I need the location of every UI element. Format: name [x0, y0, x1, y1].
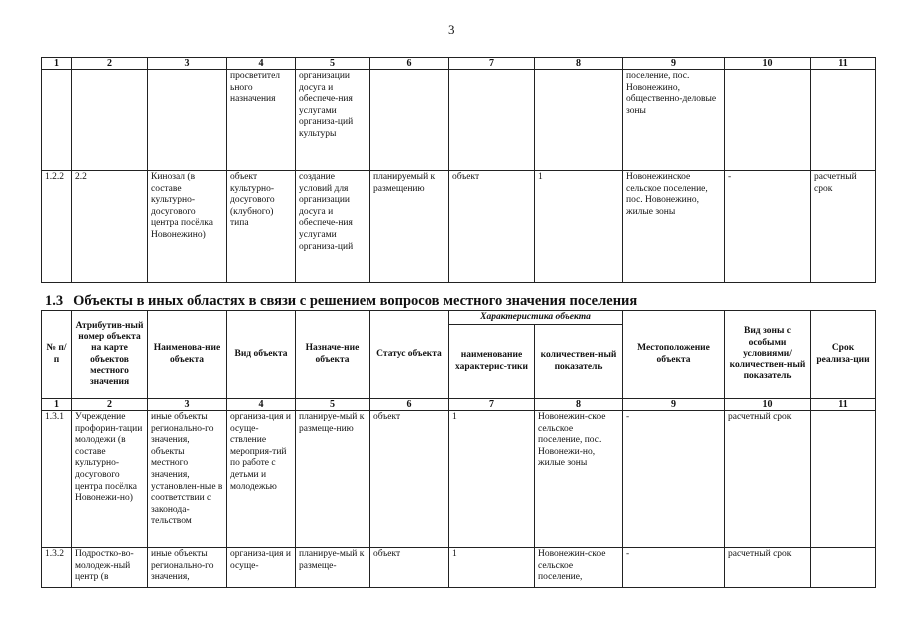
table-cell: планируе-мый к размеще- [296, 548, 370, 588]
table-cell: организации досуга и обеспече-ния услугами организа-ций культуры [296, 70, 370, 171]
column-number-row [42, 58, 876, 70]
table-cell: Учреждение профорин-тации молодежи (в составе культурно-досугового центра посёлка Новонежи-но) [72, 411, 148, 548]
table-cell: - [623, 548, 725, 588]
header-location: Местоположение объекта [623, 311, 725, 399]
header-characteristics-group: Характеристика объекта [449, 311, 623, 325]
col-num: 6 [370, 399, 449, 411]
table-row [42, 411, 876, 548]
table-cell: объект культурно-досугового (клубного) типа [227, 171, 296, 283]
table-cell [725, 70, 811, 171]
table-cell: иные объекты регионально-го значения, [148, 548, 227, 588]
table-cell: организа-ция и осуще- [227, 548, 296, 588]
table-cell: Новонежинское сельское поселение, пос. Новонежино, жилые зоны [623, 171, 725, 283]
table-cell [370, 70, 449, 171]
table-cell: расчетный срок [725, 411, 811, 548]
header-object-name: Наименова-ние объекта [148, 311, 227, 399]
header-char-quantity: количествен-ный показатель [535, 325, 623, 399]
table-cell: Кинозал (в составе культурно-досугового центра посёлка Новонежино) [148, 171, 227, 283]
table-cell [811, 548, 876, 588]
col-num: 10 [725, 399, 811, 411]
table-cell [148, 70, 227, 171]
table-row [42, 548, 876, 588]
table-row [42, 171, 876, 283]
table-cell [811, 70, 876, 171]
table-cell: - [623, 411, 725, 548]
col-num: 9 [623, 399, 725, 411]
other-objects-table [41, 310, 876, 588]
col-num: 2 [72, 58, 148, 70]
col-num: 4 [227, 399, 296, 411]
table-row [42, 70, 876, 171]
table-cell: 1.3.1 [42, 411, 72, 548]
table-cell [72, 70, 148, 171]
col-num: 2 [72, 399, 148, 411]
page-number: 3 [448, 22, 455, 37]
table-cell: иные объекты регионально-го значения, объекты местного значения, установлен-ные в соответствии с законода-тельством [148, 411, 227, 548]
table-cell: 1.3.2 [42, 548, 72, 588]
header-purpose: Назначе-ние объекта [296, 311, 370, 399]
col-num: 7 [449, 399, 535, 411]
table-cell: объект [370, 411, 449, 548]
col-num: 8 [535, 399, 623, 411]
table-cell: расчетный срок [725, 548, 811, 588]
table-cell: 1 [449, 548, 535, 588]
table-cell: поселение, пос. Новонежино, общественно-деловые зоны [623, 70, 725, 171]
objects-table-continued [41, 57, 876, 283]
col-num: 5 [296, 399, 370, 411]
table-cell [449, 70, 535, 171]
section-number: 1.3 [45, 293, 64, 309]
table-cell: Новонежин-ское сельское поселение, пос. Новонежи-но, жилые зоны [535, 411, 623, 548]
section-title: Объекты в иных областях в связи с решением вопросов местного значения поселения [73, 293, 638, 309]
section-heading [45, 293, 637, 309]
table-cell: планируе-мый к размеще-нию [296, 411, 370, 548]
header-zone-type: Вид зоны с особыми условиями/ количествен-ный показатель [725, 311, 811, 399]
col-num: 7 [449, 58, 535, 70]
col-num: 3 [148, 399, 227, 411]
table-cell: 1 [449, 411, 535, 548]
col-num: 11 [811, 58, 876, 70]
header-char-name: наименование характерис-тики [449, 325, 535, 399]
table-cell: просветител ьного назначения [227, 70, 296, 171]
table-cell: организа-ция и осуще-ствление мероприя-тий по работе с детьми и молодежью [227, 411, 296, 548]
table-cell: расчетный срок [811, 171, 876, 283]
col-num: 3 [148, 58, 227, 70]
table-cell: 1.2.2 [42, 171, 72, 283]
table-cell [535, 70, 623, 171]
col-num: 9 [623, 58, 725, 70]
header-object-type: Вид объекта [227, 311, 296, 399]
col-num: 1 [42, 58, 72, 70]
col-num: 5 [296, 58, 370, 70]
header-term: Срок реализа-ции [811, 311, 876, 399]
header-status: Статус объекта [370, 311, 449, 399]
table-cell [811, 411, 876, 548]
table-cell: 1 [535, 171, 623, 283]
col-num: 8 [535, 58, 623, 70]
table-cell: 2.2 [72, 171, 148, 283]
header-attr-number: Атрибутив-ный номер объекта на карте объектов местного значения [72, 311, 148, 399]
column-number-row [42, 399, 876, 411]
col-num: 6 [370, 58, 449, 70]
header-row [42, 311, 876, 325]
table-cell: - [725, 171, 811, 283]
col-num: 11 [811, 399, 876, 411]
col-num: 10 [725, 58, 811, 70]
col-num: 1 [42, 399, 72, 411]
table-cell: создание условий для организации досуга и обеспече-ния услугами организа-ций [296, 171, 370, 283]
table-cell: Новонежин-ское сельское поселение, [535, 548, 623, 588]
table-cell: объект [370, 548, 449, 588]
table-cell: Подростко-во-молодеж-ный центр (в [72, 548, 148, 588]
col-num: 4 [227, 58, 296, 70]
table-cell: планируемый к размещению [370, 171, 449, 283]
table-cell [42, 70, 72, 171]
header-num: № п/п [42, 311, 72, 399]
table-cell: объект [449, 171, 535, 283]
